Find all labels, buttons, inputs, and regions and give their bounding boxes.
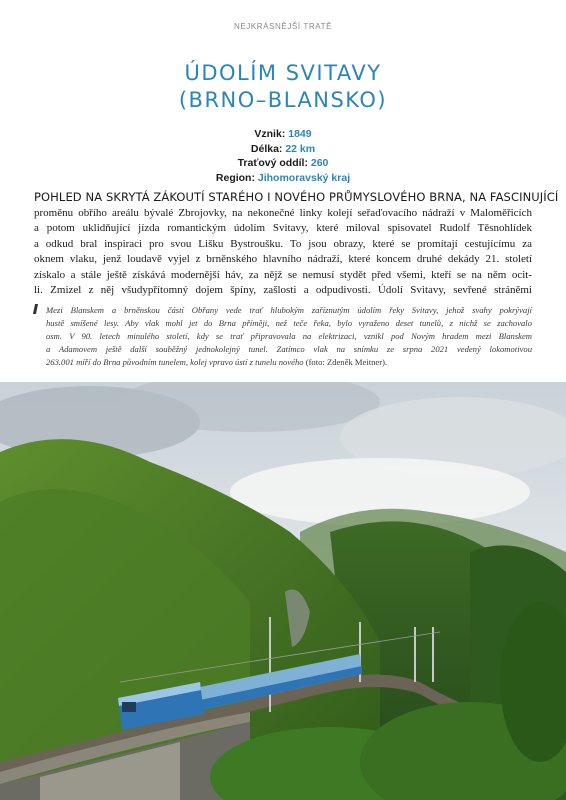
lead-line: získalo a stále ještě získává modernější háv, za nějž se nemusí stydět před všemi, kteří se na něm ocit- xyxy=(34,268,532,281)
running-head: NEJKRÁSNĚJŠÍ TRATĚ xyxy=(233,22,333,31)
lead-paragraph xyxy=(34,190,559,299)
photo-credit: (foto: Zdeněk Meitner). xyxy=(305,357,388,367)
fact-length: Délka: 22 km xyxy=(250,142,316,155)
fact-region: Region: Jihomoravský kraj xyxy=(215,171,351,184)
fact-track-section: Traťový oddíl: 260 xyxy=(237,157,329,169)
fact-founded: Vznik: 1849 xyxy=(254,128,312,140)
article-title xyxy=(0,60,566,114)
caption-line: Mezi Blanskem a brněnskou částí Obřany vede trať hlubokým zaříznutým údolím řeky Svitavy, jehož svahy pokrývají xyxy=(46,305,532,315)
route-facts xyxy=(0,127,566,185)
caption-marker-icon xyxy=(33,304,38,314)
caption-line: 263.001 míří do Brna původním tunelem, kolej vpravo ústí z tunelu nového (foto: Zdeněk Meitner). xyxy=(46,357,388,367)
lead-line: POHLED NA SKRYTÁ ZÁKOUTÍ STARÉHO I NOVÉHO PRŮMYSLOVÉHO BRNA, NA FASCINUJÍCÍ xyxy=(34,190,559,204)
title-line-1: ÚDOLÍM SVITAVY xyxy=(184,61,382,85)
lead-line: a potom uklidňující jízda romantickým údolím Svitavy, které miloval spisovatel Rudolf Těsnohlídek xyxy=(34,222,532,234)
caption-line: a Adamovem ještě další souběžný jednokolejný tunel. Zatímco vlak na snímku ze srpna 2021 vedený lokomotivou xyxy=(46,344,532,354)
lead-line: oknem vlaku, jenž loudavě vyjel z brněnského hlavního nádraží, které koncem druhé dekády 21. století xyxy=(34,253,532,265)
lead-line: a odkud bral inspiraci pro svou Lišku Bystroušku. To jsou obrazy, které se promítají cestujícímu za xyxy=(34,237,532,250)
lead-line: li. Zmizel z něj všudypřítomný dojem špíny, zašlosti a odpudivosti. Údolí Svitavy, sevřené stráněmi xyxy=(34,284,532,296)
photo-caption xyxy=(46,304,532,369)
caption-line: osm. V 90. letech minulého století, kdy se trať připravovala na elektrizaci, vznikl pod Novým hradem mezi Blanskem xyxy=(46,331,532,341)
lead-line: proměnu obřího areálu bývalé Zbrojovky, na nekonečné linky kolejí seřaďovacího nádraží v Maloměřicích xyxy=(34,206,532,219)
train-valley-photo xyxy=(0,382,566,800)
title-line-2: (BRNO–BLANSKO) xyxy=(178,88,388,112)
caption-line: hustě smíšené lesy. Aby vlak mohl jet do Brna příměji, než teče řeka, bylo vyraženo deset tunelů, z nichž se zachovalo xyxy=(46,318,532,328)
